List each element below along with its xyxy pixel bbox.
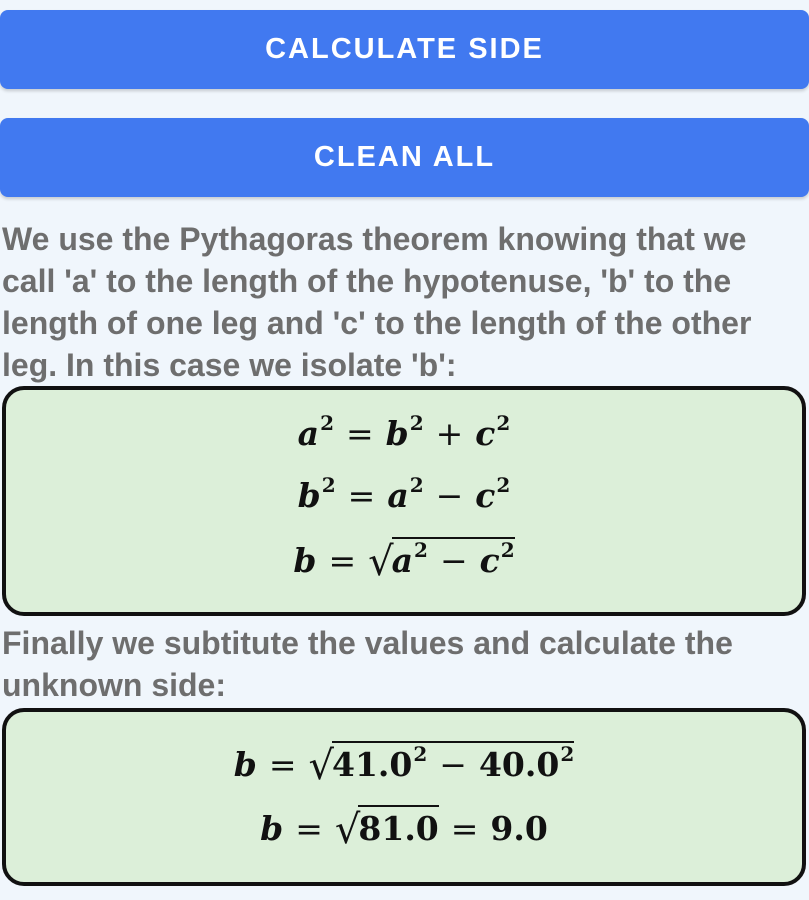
- clean-all-button[interactable]: CLEAN ALL: [0, 118, 809, 197]
- explanation-text: We use the Pythagoras theorem knowing that we call 'a' to the length of the hypotenuse, 'b' to the length of one leg and 'c' to the length of the other leg. In this case we isolate 'b':: [2, 221, 752, 383]
- substitution-text: Finally we subtitute the values and calculate the unknown side:: [2, 625, 733, 703]
- formula-box-result: [2, 708, 806, 886]
- formula-substituted: $b = √41.0^2 - 40.0^2$: [233, 742, 575, 789]
- square-root-icon: √: [334, 807, 361, 853]
- formula-box-theorem: [2, 386, 806, 616]
- formula-result: b = √81.0 = 9.0: [260, 807, 548, 853]
- formula-pythagoras: $a^2 = b^2 + c^2$: [297, 411, 511, 453]
- formula-isolate-b: $b = √a^2 - c^2$: [293, 538, 515, 585]
- calculate-side-button[interactable]: CALCULATE SIDE: [0, 10, 809, 89]
- formula-isolate-b-squared: $b^2 = a^2 - c^2$: [297, 473, 511, 515]
- square-root-icon: √: [308, 743, 334, 789]
- square-root-icon: √: [368, 539, 394, 585]
- result-value: 9.0: [490, 809, 548, 848]
